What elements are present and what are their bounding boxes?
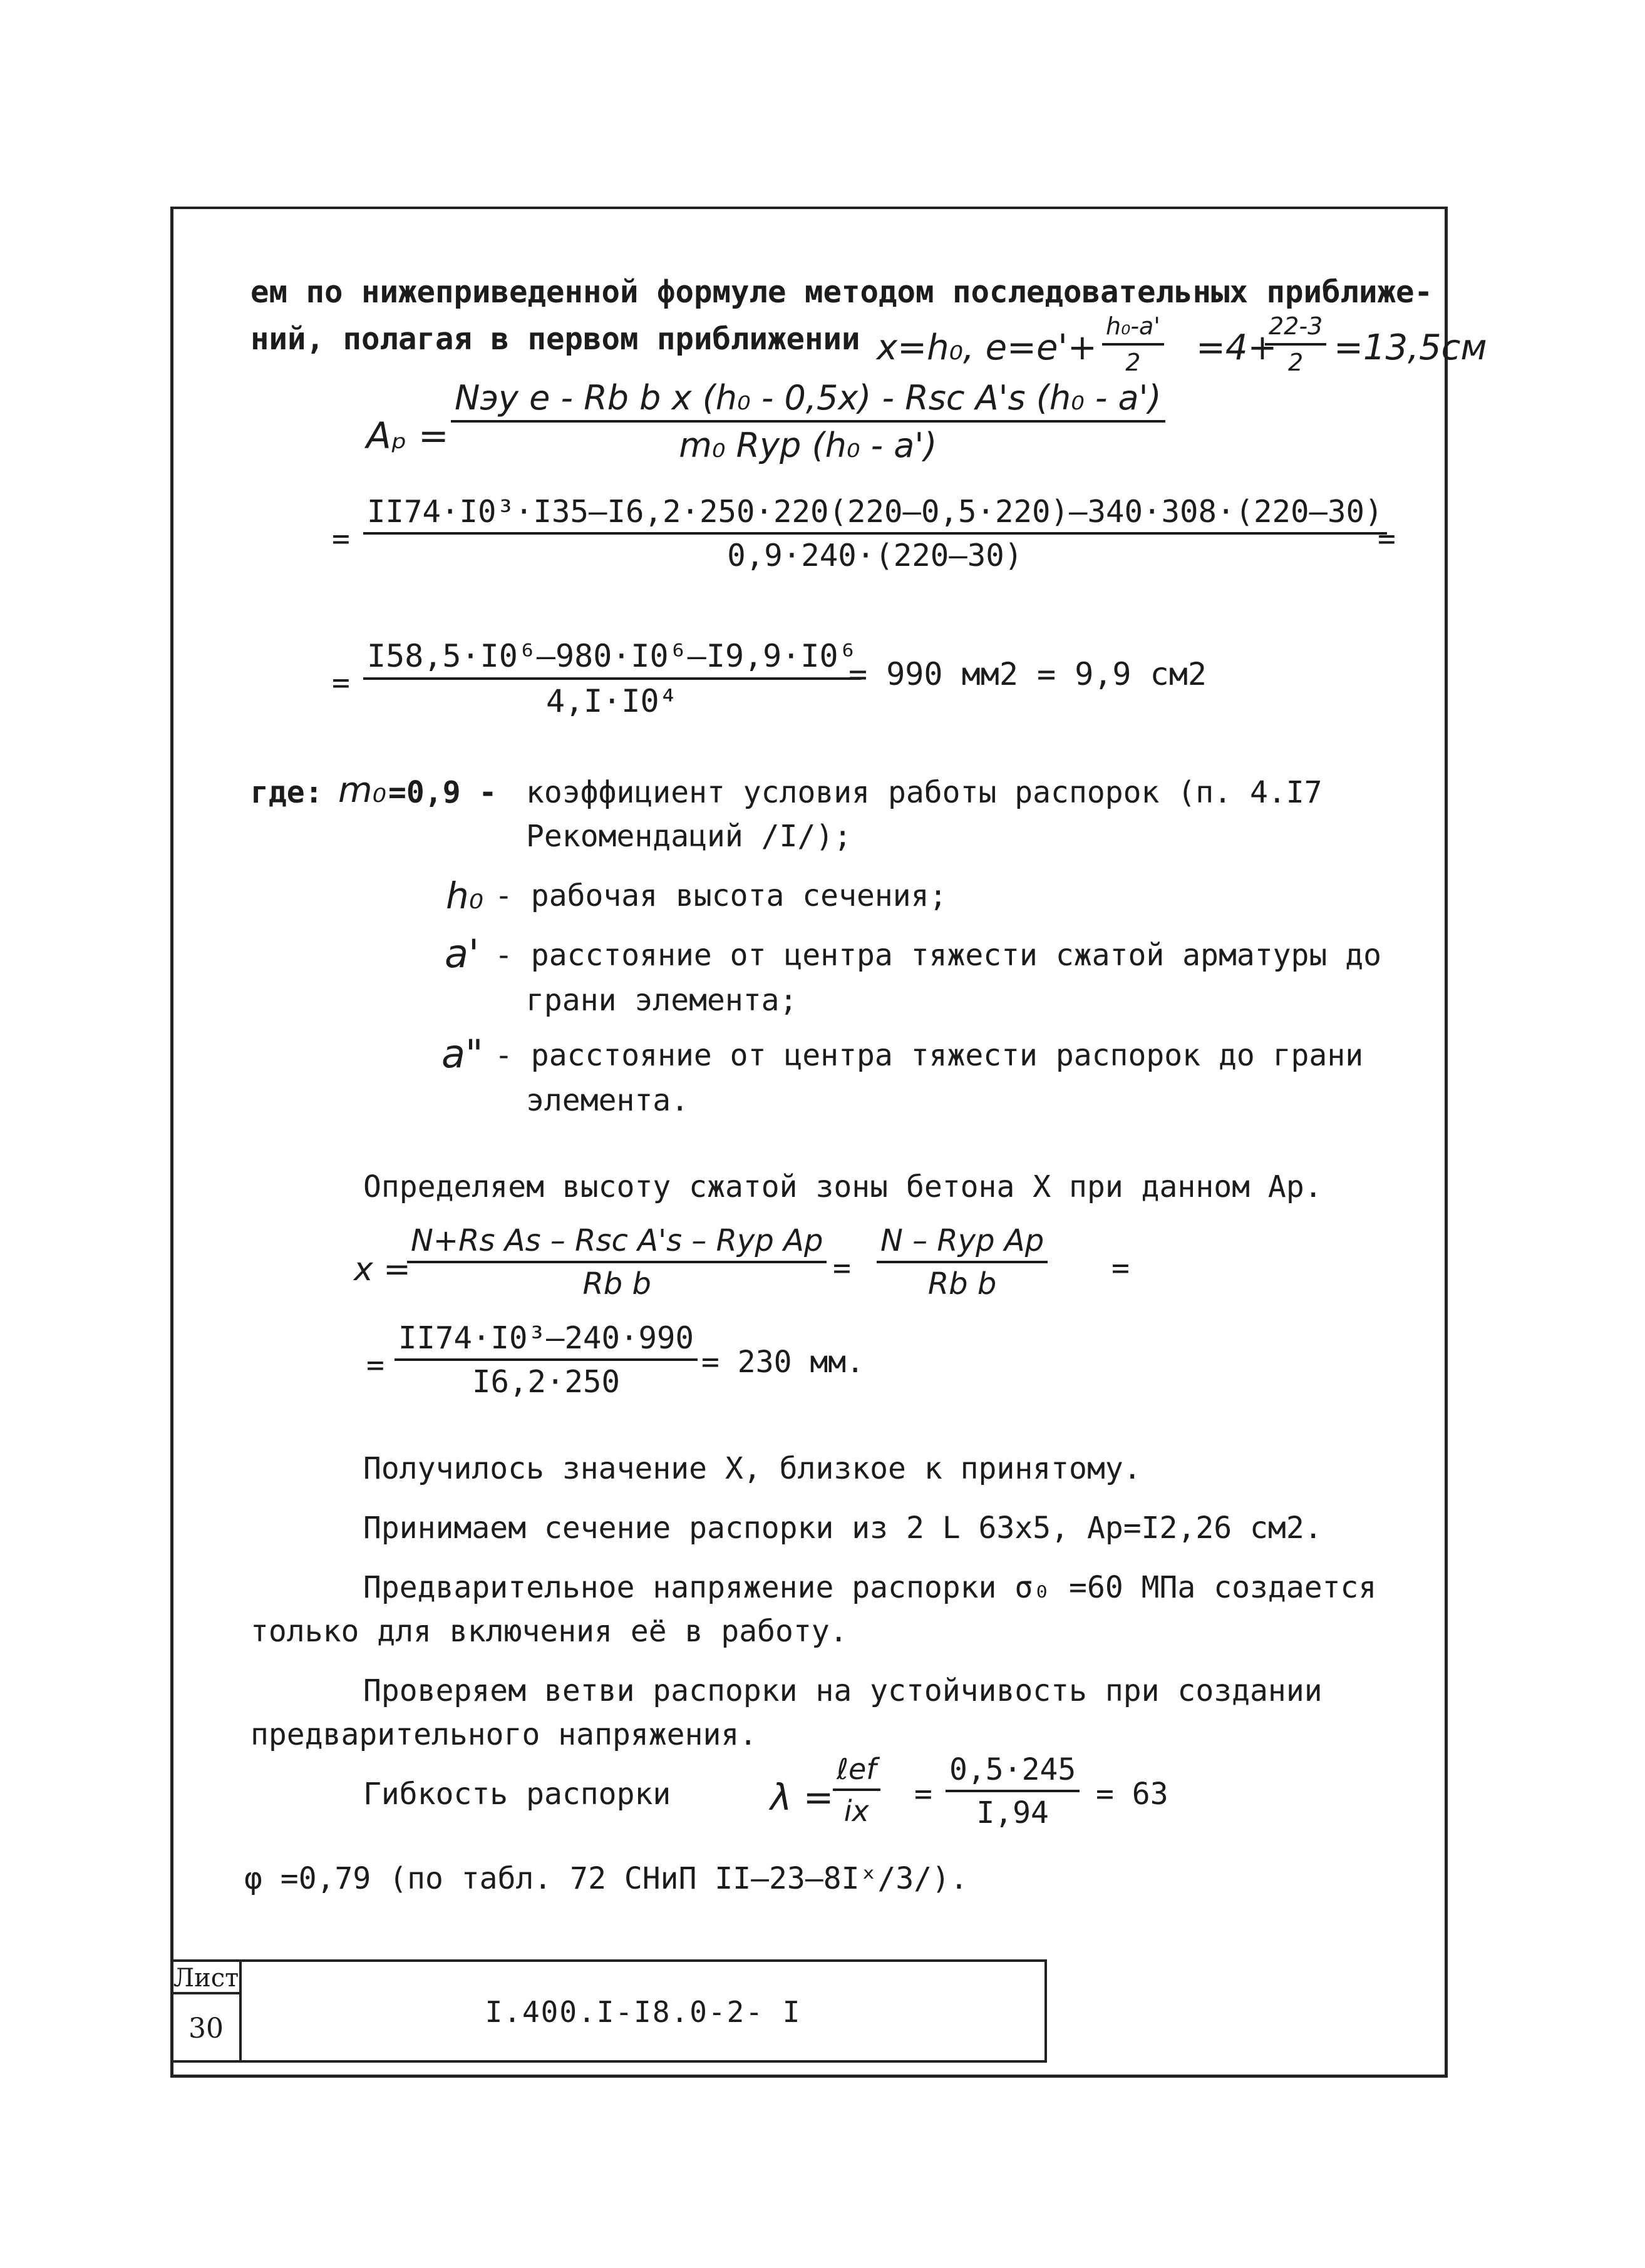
ap-result: = 990 мм2 = 9,9 см2 — [848, 656, 1207, 692]
x-result: = 230 мм. — [701, 1345, 865, 1380]
paragraph-prestress-1: Предварительное напряжение распорки σ₀ =60 МПа создается — [363, 1570, 1377, 1605]
equals-sign-7: = — [914, 1777, 932, 1812]
paragraph-check-1: Проверяем ветви распорки на устойчивость при создании — [363, 1673, 1323, 1708]
lambda-fraction-2: $\frac{0,5\cdot 245}{I,94}$ — [946, 1753, 1080, 1830]
m0-description-1: коэффициент условия работы распорок (п. 4.I7 — [526, 775, 1323, 810]
intro-line-2: ний, полагая в первом приближении — [250, 321, 860, 357]
paragraph-check-2: предварительного напряжения. — [250, 1717, 758, 1752]
sheet-label: Лист — [173, 1962, 239, 1994]
equals-sign-6: = — [366, 1348, 384, 1383]
equals-sign-5: = — [1111, 1251, 1130, 1286]
h0-symbol: h₀ — [446, 875, 484, 917]
ap-step2-fraction: $\frac{\text{I58,5·I0⁶–980·I0⁶–I9,9·I0⁶}}{\text{4,I·I0⁴}}$ — [363, 639, 861, 719]
paragraph-section: Принимаем сечение распорки из 2 L 63x5, Ap=I2,26 см2. — [363, 1511, 1323, 1546]
title-stamp — [170, 1959, 1047, 2063]
x-lhs: x = — [354, 1251, 411, 1288]
equals-sign-2: = — [1378, 521, 1396, 557]
paragraph-prestress-2: только для включения её в работу. — [250, 1614, 848, 1649]
sheet-number: 30 — [188, 2013, 224, 2045]
equals-sign-3: = — [332, 665, 350, 700]
equals-sign-1: = — [332, 521, 350, 557]
x-step-fraction: $\frac{\text{II74·I0³–240·990}}{I6,2\cdot 250}$ — [394, 1321, 698, 1400]
x-fraction-2: N – Ryp Ap Rb b — [877, 1224, 1048, 1301]
h0-description: - рабочая высота сечения; — [495, 878, 947, 913]
lambda-fraction-1: ℓef ix — [833, 1753, 880, 1828]
ap-step1-fraction: $\frac{\text{II74·I0³·I35–I6,2·250·220(220–0,5·220)–340·308·(220–30)}}{0,9\cdot 240\cdot(220-30)}$ — [363, 495, 1387, 574]
approx-fraction-2: $\frac{22-3}{2}$ — [1265, 313, 1326, 376]
m0-description-2: Рекомендаций /I/); — [526, 819, 852, 854]
m0-value: =0,9 - — [388, 775, 497, 810]
a-double-symbol: a" — [441, 1031, 483, 1077]
x-fraction-1: N+Rs As – Rsc A's – Ryp Ap Rb b — [407, 1224, 827, 1301]
a-prime-description-1: - расстояние от центра тяжести сжатой арматуры до — [495, 938, 1382, 973]
intro-line-1: ем по нижеприведенной формуле методом последовательных приближе- — [250, 274, 1433, 310]
sheet-cell — [173, 1962, 242, 2060]
paragraph-result: Получилось значение X, близкое к принятому. — [363, 1451, 1142, 1486]
ap-general-fraction: Nэу e - Rb b x (h₀ - 0,5x) - Rsc A's (h₀ - a') m₀ Ryp (h₀ - a') — [451, 379, 1165, 465]
approx-end: =13,5см — [1334, 327, 1487, 368]
approx-fraction: $\frac{\text{h₀-a'}}{2}$ — [1102, 313, 1164, 376]
x-calc-intro: Определяем высоту сжатой зоны бетона X при данном Ap. — [363, 1169, 1323, 1204]
equals-sign-4: = — [833, 1251, 851, 1286]
approx-expression: x=h₀, e=e'+ — [877, 327, 1097, 368]
a-double-description-1: - расстояние от центра тяжести распорок до грани — [495, 1038, 1364, 1073]
flexibility-label: Гибкость распорки — [363, 1777, 671, 1812]
a-prime-symbol: a' — [445, 931, 480, 977]
where-label: где: — [250, 775, 323, 810]
a-double-description-2: элемента. — [526, 1083, 689, 1118]
ap-lhs: Aₚ = — [366, 414, 449, 457]
a-prime-description-2: грани элемента; — [526, 983, 798, 1018]
approx-mid: =4+ — [1196, 327, 1277, 368]
lambda-symbol: λ = — [770, 1776, 834, 1819]
m0-symbol: m₀ — [338, 770, 386, 811]
phi-line: φ =0,79 (по табл. 72 СНиП II–23–8Iˣ/3/). — [244, 1861, 968, 1896]
lambda-result: = 63 — [1096, 1777, 1168, 1812]
document-code: I.400.I-I8.0-2- I — [485, 1995, 802, 2029]
